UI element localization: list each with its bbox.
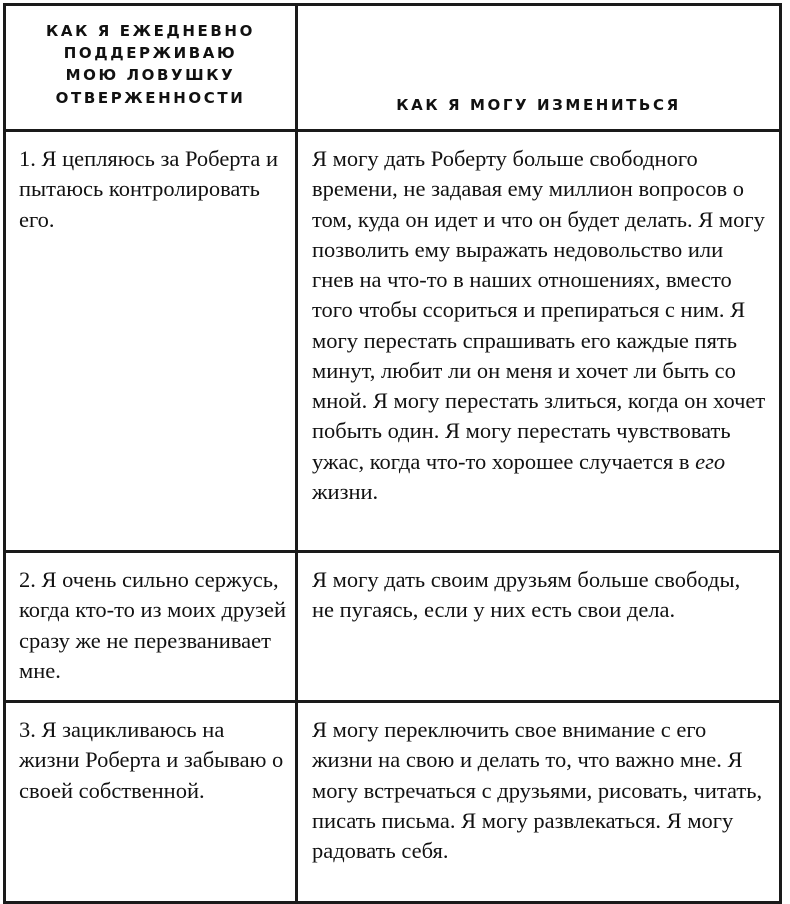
change-text-1-emphasis: его — [695, 448, 726, 474]
table-row — [5, 552, 781, 702]
cell-change-1 — [297, 131, 781, 552]
cell-trap-1 — [5, 131, 297, 552]
column-header-change-line-1: КАК Я МОГУ ИЗМЕНИТЬСЯ — [396, 95, 681, 114]
column-header-trap — [5, 5, 297, 131]
cell-change-2 — [297, 552, 781, 702]
cell-trap-2 — [5, 552, 297, 702]
change-text-3 — [312, 715, 767, 866]
table-header-row — [5, 5, 781, 131]
cell-change-3 — [297, 702, 781, 903]
change-text-2-part-a: Я могу дать своим друзьям больше свободы, не пугаясь, если у них есть свои дела. — [312, 567, 741, 623]
table-row — [5, 131, 781, 552]
trap-text-2: 2. Я очень сильно сержусь, когда кто-то из моих друзей сразу же не перезванивает мне. — [19, 567, 287, 683]
column-header-trap-line-2: ПОДДЕРЖИВАЮ — [63, 44, 238, 63]
column-header-trap-line-1: КАК Я ЕЖЕДНЕВНО — [46, 22, 255, 40]
column-header-trap-line-3: МОЮ ЛОВУШКУ — [65, 66, 236, 85]
change-text-1-part-b: жизни. — [312, 478, 379, 504]
trap-text-1: 1. Я цепляюсь за Роберта и пытаюсь контролировать его. — [19, 146, 279, 232]
change-text-1 — [312, 144, 767, 507]
table-body — [5, 131, 781, 903]
change-text-1-part-a: Я могу дать Роберту больше свободного времени, не задавая ему миллион вопросов о том, куда он идет и что он будет делать. Я могу позволить ему выражать недовольство или гнев на что-то в наших отношениях, вместо того чтобы ссориться и препираться с ним. Я могу перестать спрашивать его каждые пять минут, любит ли он меня и хочет ли быть со мной. Я могу перестать злиться, когда он хочет побыть один. Я могу перестать чувствовать ужас, когда что-то хорошее случается в — [312, 146, 766, 474]
change-text-3-part-a: Я могу переключить свое внимание с его жизни на свою и делать то, что важно мне. Я могу встречаться с друзьями, рисовать, читать, писать письма. Я могу развлекаться. Я могу радовать себя. — [312, 717, 763, 863]
trap-text-3: 3. Я зацикливаюсь на жизни Роберта и забываю о своей собственной. — [19, 717, 284, 803]
table-header — [5, 5, 781, 131]
column-header-change — [297, 5, 781, 131]
worksheet-table — [3, 3, 782, 904]
change-text-2 — [312, 565, 767, 626]
column-header-trap-line-4: ОТВЕРЖЕННОСТИ — [55, 88, 246, 107]
cell-trap-3 — [5, 702, 297, 903]
table-row — [5, 702, 781, 903]
